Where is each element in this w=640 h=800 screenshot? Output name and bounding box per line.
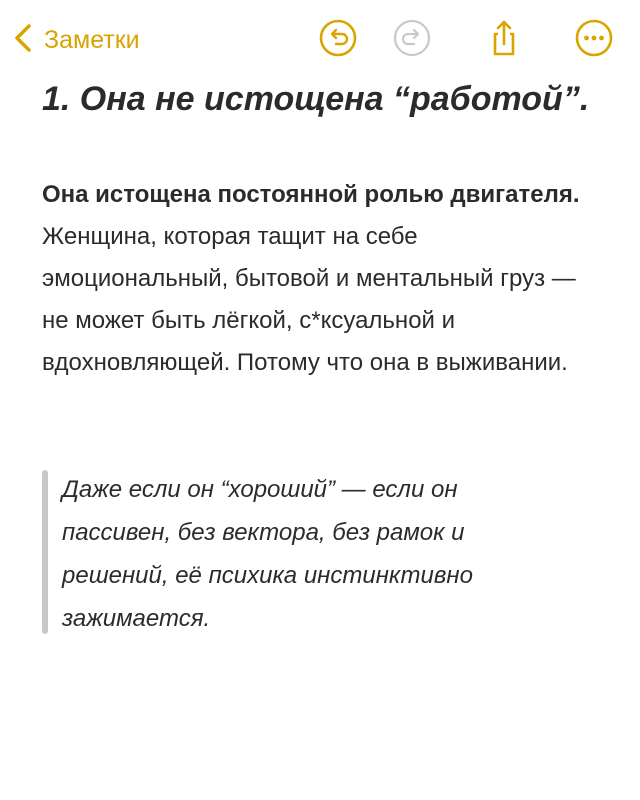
more-button[interactable] xyxy=(574,20,614,60)
back-label: Заметки xyxy=(44,25,140,54)
chevron-left-icon xyxy=(12,23,34,58)
note-paragraph[interactable] xyxy=(42,174,602,384)
redo-button[interactable] xyxy=(392,20,432,60)
more-icon xyxy=(574,18,614,63)
toolbar xyxy=(0,0,640,80)
quote-text: Даже если он “хороший” — если он пассивен, без вектора, без рамок и решений, её психика инстинктивно зажимается. xyxy=(62,476,473,632)
note-title[interactable]: 1. Она не истощена “работой”. xyxy=(42,80,590,118)
block-quote[interactable] xyxy=(42,470,582,634)
back-button[interactable] xyxy=(12,20,140,60)
share-button[interactable] xyxy=(484,20,524,60)
undo-button[interactable] xyxy=(318,20,358,60)
share-icon xyxy=(484,18,524,63)
paragraph-text: Женщина, которая тащит на себе эмоциональный, бытовой и ментальный груз — не может быть лёгкой, с*ксуальной и вдохновляющей. Потому что она в выживании. xyxy=(42,223,576,376)
paragraph-bold-text: Она истощена постоянной ролью двигателя. xyxy=(42,181,580,208)
undo-icon xyxy=(318,18,358,63)
quote-bar xyxy=(42,470,48,634)
redo-icon xyxy=(392,18,432,63)
